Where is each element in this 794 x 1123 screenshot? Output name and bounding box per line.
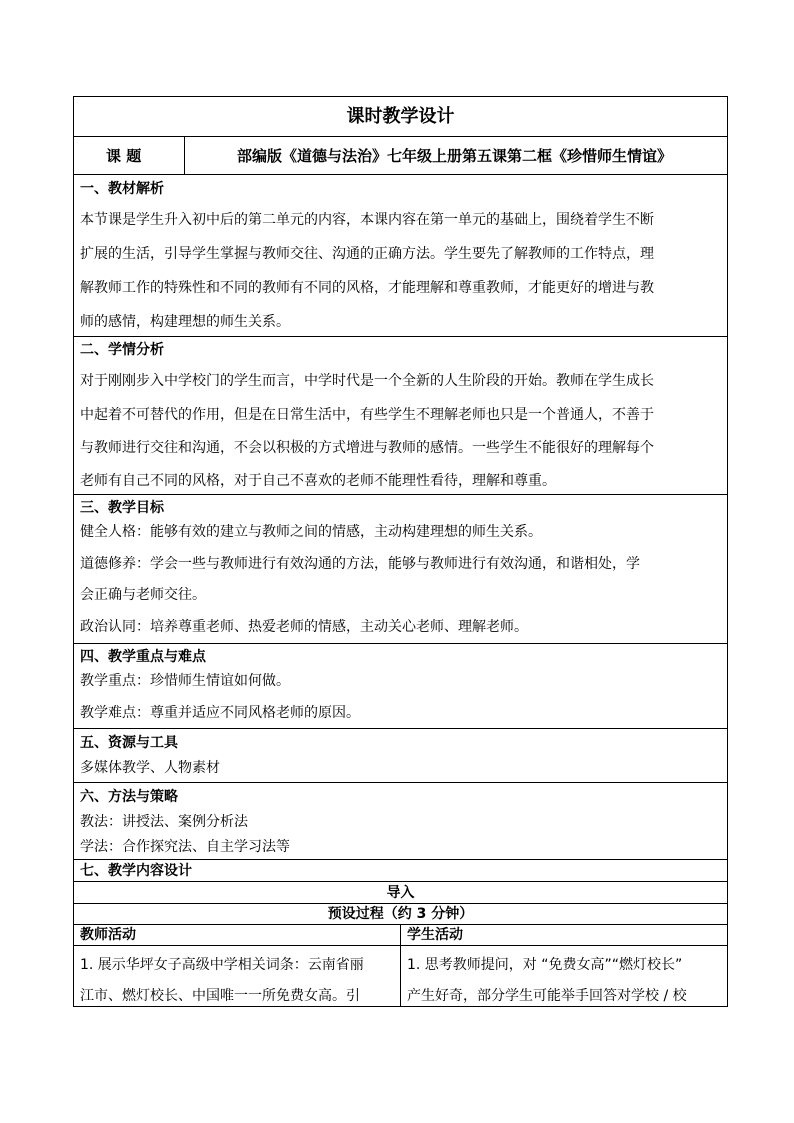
section-key-points xyxy=(74,644,727,729)
section-textbook-analysis xyxy=(74,175,727,337)
paragraph-line: 会正确与老师交往。 xyxy=(80,587,206,603)
teacher-activity-header: 教师活动 xyxy=(80,927,136,943)
teacher-activity-line: 江市、燃灯校长、中国唯一一所免费女高。引 xyxy=(80,988,360,1004)
paragraph-line: 学法：合作探究法、自主学习法等 xyxy=(80,839,290,855)
paragraph-line: 师的感情，构建理想的师生关系。 xyxy=(80,314,290,330)
section-heading: 一、教材解析 xyxy=(80,181,164,197)
section-methods xyxy=(74,783,727,860)
topic-row xyxy=(74,137,727,175)
topic-label: 课 题 xyxy=(106,147,142,165)
section-student-analysis xyxy=(74,337,727,495)
paragraph-line: 解教师工作的特殊性和不同的教师有不同的风格，才能理解和尊重教师，才能更好的增进与教 xyxy=(80,280,654,296)
section-content-design xyxy=(74,860,727,882)
paragraph-line: 老师有自己不同的风格，对于自己不喜欢的老师不能理性看待，理解和尊重。 xyxy=(80,473,556,489)
student-activity-line: 1. 思考教师提问，对 “免费女高”“燃灯校长” xyxy=(407,957,683,973)
page-title: 课时教学设计 xyxy=(346,106,455,127)
paragraph-line: 教法：讲授法、案例分析法 xyxy=(80,814,248,830)
section-heading: 三、教学目标 xyxy=(80,500,164,516)
paragraph-line: 对于刚刚步入中学校门的学生而言，中学时代是一个全新的人生阶段的开始。教师在学生成长 xyxy=(80,373,654,389)
paragraph-line: 本节课是学生升入初中后的第二单元的内容，本课内容在第一单元的基础上，围绕着学生不断 xyxy=(80,212,654,228)
paragraph-line: 教学难点：尊重并适应不同风格老师的原因。 xyxy=(80,705,360,721)
section-heading: 四、教学重点与难点 xyxy=(80,649,206,665)
paragraph-line: 中起着不可替代的作用，但是在日常生活中，有些学生不理解老师也只是一个普通人，不善于 xyxy=(80,407,654,423)
section-heading: 二、学情分析 xyxy=(80,342,164,358)
teacher-activity-line: 1. 展示华坪女子高级中学相关词条：云南省丽 xyxy=(80,957,364,973)
paragraph-line: 与教师进行交往和沟通，不会以积极的方式增进与教师的感情。一些学生不能很好的理解每个 xyxy=(80,440,654,456)
section-teaching-goals xyxy=(74,495,727,644)
activity-column-divider xyxy=(400,925,401,1006)
paragraph-line: 政治认同：培养尊重老师、热爱老师的情感，主动关心老师、理解老师。 xyxy=(80,619,528,635)
paragraph-line: 道德修养：学会一些与教师进行有效沟通的方法，能够与教师进行有效沟通，和谐相处，学 xyxy=(80,556,640,572)
process-label: 预设过程（约 3 分钟） xyxy=(327,906,474,922)
section-resources xyxy=(74,729,727,783)
intro-label: 导入 xyxy=(386,885,415,901)
process-row xyxy=(74,904,727,925)
topic-value: 部编版《道德与法治》七年级上册第五课第二框《珍惜师生情谊》 xyxy=(237,147,673,165)
lesson-plan-table xyxy=(73,96,728,1007)
paragraph-line: 扩展的生活，引导学生掌握与教师交往、沟通的正确方法。学生要先了解教师的工作特点，理 xyxy=(80,246,654,262)
student-activity-header: 学生活动 xyxy=(407,927,463,943)
section-heading: 七、教学内容设计 xyxy=(80,863,192,879)
intro-row xyxy=(74,882,727,904)
student-activity-line: 产生好奇，部分学生可能举手回答对学校 / 校 xyxy=(407,988,687,1004)
paragraph-line: 多媒体教学、人物素材 xyxy=(80,760,220,776)
section-heading: 六、方法与策略 xyxy=(80,789,178,805)
paragraph-line: 教学重点：珍惜师生情谊如何做。 xyxy=(80,673,290,689)
section-heading: 五、资源与工具 xyxy=(80,735,178,751)
topic-divider xyxy=(184,137,185,174)
paragraph-line: 健全人格：能够有效的建立与教师之间的情感，主动构建理想的师生关系。 xyxy=(80,524,542,540)
title-row xyxy=(74,97,727,137)
